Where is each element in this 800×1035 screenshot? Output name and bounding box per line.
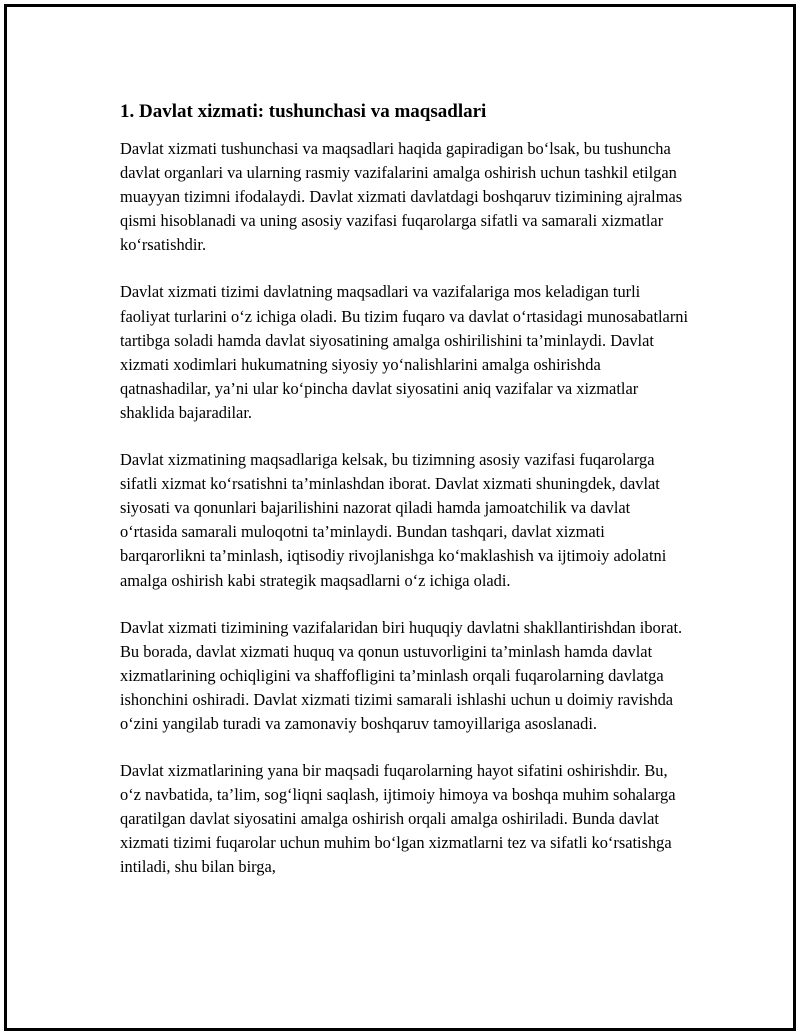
document-body (120, 99, 690, 903)
paragraph-3: Davlat xizmatining maqsadlariga kelsak, bu tizimning asosiy vazifasi fuqarolarga sifatli xizmat ko‘rsatishni ta’minlashdan iborat. Davlat xizmati shuningdek, davlat siyosati va qonunlari bajarilishini nazorat qiladi hamda jamoatchilik va davlat o‘rtasida samarali muloqotni ta’minlaydi. Bundan tashqari, davlat xizmati barqarorlikni ta’minlash, iqtisodiy rivojlanishga ko‘maklashish va ijtimoiy adolatni amalga oshirish kabi strategik maqsadlarni o‘z ichiga oladi. (120, 450, 667, 590)
paragraph-2: Davlat xizmati tizimi davlatning maqsadlari va vazifalariga mos keladigan turli faoliyat turlarini o‘z ichiga oladi. Bu tizim fuqaro va davlat o‘rtasidagi munosabatlarni tartibga soladi hamda davlat siyosatining amalga oshirilishini ta’minlaydi. Davlat xizmati xodimlari hukumatning siyosiy yo‘nalishlarini amalga oshirishda qatnashadilar, ya’ni ular ko‘pincha davlat siyosatini aniq vazifalar va xizmatlar shaklida bajaradilar. (120, 282, 689, 422)
paragraph-4: Davlat xizmati tizimining vazifalaridan biri huquqiy davlatni shakllantirishdan iborat. Bu borada, davlat xizmati huquq va qonun ustuvorligini ta’minlash hamda davlat xizmatlarining ochiqligini va shaffofligini ta’minlash orqali fuqarolarning davlatga ishonchini oshiradi. Davlat xizmati tizimi samarali ishlashi uchun u doimiy ravishda o‘zini yangilab turadi va zamonaviy boshqaruv tamoyillariga asoslanadi. (120, 617, 683, 733)
paragraph-5: Davlat xizmatlarining yana bir maqsadi fuqarolarning hayot sifatini oshirishdir. Bu, o‘z navbatida, ta’lim, sog‘liqni saqlash, ijtimoiy himoya va boshqa muhim sohalarga qaratilgan davlat siyosatini amalga oshirish orqali amalga oshiriladi. Bunda davlat xizmati tizimi fuqarolar uchun muhim bo‘lgan xizmatlarni tez va sifatli ko‘rsatishga intiladi, shu bilan birga, (120, 761, 676, 877)
page-frame (4, 4, 796, 1031)
paragraph-1: Davlat xizmati tushunchasi va maqsadlari haqida gapiradigan bo‘lsak, bu tushuncha davlat organlari va ularning rasmiy vazifalarini amalga oshirish uchun tashkil etilgan muayyan tizimni ifodalaydi. Davlat xizmati davlatdagi boshqaruv tizimining ajralmas qismi hisoblanadi va uning asosiy vazifasi fuqarolarga sifatli va samarali xizmatlar ko‘rsatishdir. (120, 139, 683, 255)
section-heading: 1. Davlat xizmati: tushunchasi va maqsadlari (120, 101, 487, 122)
